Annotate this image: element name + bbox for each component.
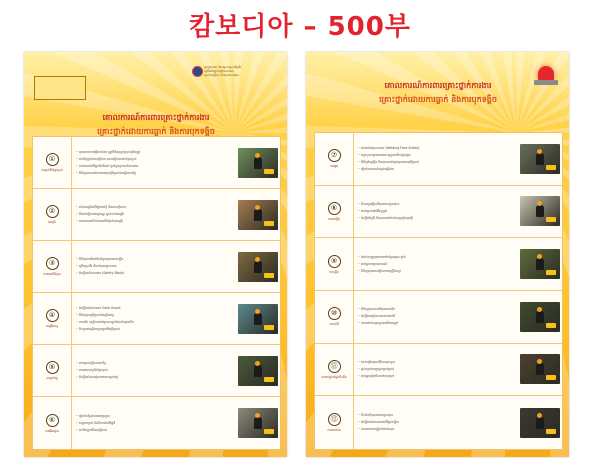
illustration-image xyxy=(238,148,278,178)
illustration-image xyxy=(520,144,560,174)
illustration-cell xyxy=(236,397,280,449)
rule-line: • ដំឡើងជញ្ជាំងការពារការរលំដី xyxy=(358,314,515,319)
rule-line: • រៀបចំឧបករណ៍ពន្លត់អគ្គិភ័យ xyxy=(358,167,515,172)
rule-line: • ដំឡើងរបាំងការពារ (Safety Block) xyxy=(76,271,233,276)
row-number: ⑦ xyxy=(328,149,341,162)
worker-figure-icon xyxy=(536,153,544,165)
row-number-cell xyxy=(33,137,72,188)
row-number: ⑪ xyxy=(328,360,341,373)
rule-line: • រក្សាទុកសម្ភារងាយឆេះឲ្យឆ្ងាយពីកន្លែងផ្សារ xyxy=(358,153,515,158)
rule-line: • ពិនិត្យភាពរឹងមាំនៃដំបូលមុនពេលឡើង xyxy=(76,257,233,262)
worker-figure-icon xyxy=(536,205,544,217)
illustration-cell xyxy=(518,186,562,238)
row-number: ① xyxy=(46,153,59,166)
illustration-image xyxy=(520,302,560,332)
row-label: ការធ្លាក់វត្ថុ xyxy=(46,376,58,380)
rule-line: • ដាក់អ្នកបញ្ជាចរាចរណ៍ xyxy=(358,262,515,267)
rule-line: • វាស់កម្រិតអុកស៊ីសែនមុនចូល xyxy=(358,360,515,365)
illustration-cell xyxy=(236,241,280,292)
rule-line: • បិទចរន្តអគ្គិសនីមុនពេលជួសជុល xyxy=(358,202,515,207)
worker-figure-icon xyxy=(254,313,262,325)
rule-line: • ពិនិត្យមុនប្រើប្រាស់ជណ្ដើរយន្ត xyxy=(76,313,233,318)
table-row xyxy=(315,133,562,186)
organization-text: ក្រសួងការងារ និងបណ្ដុះបណ្ដាលវិជ្ជាជីវៈ កម្មវិធីអភិវឌ្ឍន៍សុវត្ថិភាពការងារ ស្ថាប័នសុវត្ថិភាព និងសុខភាពការងារ xyxy=(204,66,242,77)
rule-line: • ដាក់អ្នកឃ្លាំមើលនៅខាងក្រៅ xyxy=(358,374,515,379)
rule-line: • ពាក់មួកសុវត្ថិភាពជានិច្ច xyxy=(76,361,233,366)
rules-table xyxy=(32,136,281,450)
row-text xyxy=(354,133,518,185)
rule-line: • ពិនិត្យខ្សែភ្លើង និងឧបករណ៍ផ្សារមុនពេលប្រើប្រាស់ xyxy=(358,160,515,165)
row-number: ⑥ xyxy=(46,414,59,427)
table-row xyxy=(33,241,280,293)
rule-line: • ពាក់ស្បែកជើងសុវត្ថិភាព xyxy=(76,428,233,433)
illustration-image xyxy=(238,356,278,386)
illustration-cell xyxy=(518,133,562,185)
illustration-image xyxy=(238,252,278,282)
rule-line: • ហាមជិះ ឬធ្វើការនៅក្រោមបន្ទុកដែលកំពុងលើក xyxy=(76,320,233,325)
row-label: ជណ្ដើរ xyxy=(48,220,56,224)
rule-line: • ហាមបោះវត្ថុពីកន្លែងខ្ពស់ xyxy=(76,368,233,373)
rule-line: • ហាមឈរលើផ្នែកមិនរឹងមាំ ឬកន្លែងគ្មានរបាំងការពារ xyxy=(76,164,233,169)
hazard-icon xyxy=(546,217,556,222)
poster-heading: គោលការណ៍ការពារគ្រោះថ្នាក់ការងារ គ្រោះថ្នាក់ដោយការធ្លាក់ និងការបុកទង្គិច xyxy=(97,113,215,136)
worker-figure-icon xyxy=(536,258,544,270)
hazard-icon xyxy=(264,325,274,330)
row-number-cell xyxy=(33,189,72,240)
row-label: ការរអិលដួល xyxy=(44,428,60,433)
rule-line: • ពិនិត្យឧបករណ៍ការពារមុនប្រើប្រាស់ជារៀងរាល់ថ្ងៃ xyxy=(76,171,233,176)
rule-line: • ពាក់ខ្សែក្រវាត់សុវត្ថិភាព ពេលធ្វើការនៅកន្លែងខ្ពស់ xyxy=(76,157,233,162)
rule-line: • ផ្ដល់ខ្យល់ចេញចូលគ្រប់គ្រាន់ xyxy=(358,367,515,372)
illustration-cell xyxy=(518,238,562,290)
government-seal-icon xyxy=(192,66,203,77)
row-label: ការធ្លាក់ពីកន្លែងខ្ពស់ xyxy=(41,168,63,172)
rule-line: • ពិនិត្យមុនពេលធ្វើចលនាគ្រឿងចក្រ xyxy=(358,269,515,274)
illustration-cell xyxy=(518,396,562,449)
stamp-box xyxy=(34,76,86,100)
rule-line: • មុនពេលចាប់ផ្ដើមការងារ ត្រូវពិនិត្យរន្ទាឲ្យបានត្រឹមត្រូវ xyxy=(76,150,233,155)
table-row xyxy=(33,345,280,397)
worker-figure-icon xyxy=(254,365,262,377)
row-number: ④ xyxy=(46,309,59,322)
row-number-cell xyxy=(33,397,72,449)
row-number-cell xyxy=(315,238,354,290)
row-number: ⑫ xyxy=(328,413,341,426)
row-text xyxy=(354,186,518,238)
row-text xyxy=(72,137,236,188)
row-label: ជណ្ដើរយន្ត xyxy=(45,324,59,328)
row-label: ការងារលើដំបូល xyxy=(42,272,62,276)
rule-line: • ប្រើបន្ទះដើរ និងសំណាញ់ការពារ xyxy=(76,264,233,269)
row-text xyxy=(354,291,518,343)
rule-line: • ដំឡើងរបាំងការពារ Gate Guard xyxy=(76,306,233,311)
row-number-cell xyxy=(33,345,72,396)
rule-line: • រៀបចំកន្លែងការងារឲ្យស្អាត xyxy=(76,414,233,419)
row-number: ⑧ xyxy=(328,202,341,215)
row-number: ⑤ xyxy=(46,361,59,374)
illustration-cell xyxy=(236,293,280,344)
row-number-cell xyxy=(33,293,72,344)
row-label: ការងារក្នុងកន្លែងបិទជិត xyxy=(321,374,347,379)
rule-line: • ដំឡើងសំណាញ់ការពារការធ្លាក់វត្ថុ xyxy=(76,375,233,380)
illustration-image xyxy=(520,249,560,279)
row-number: ⑩ xyxy=(328,307,341,320)
row-label: ការផ្សារ xyxy=(329,164,339,169)
hazard-icon xyxy=(264,273,274,278)
row-text xyxy=(72,293,236,344)
row-number: ⑨ xyxy=(328,255,341,268)
worker-figure-icon xyxy=(254,261,262,273)
poster-left xyxy=(24,52,287,457)
illustration-image xyxy=(520,408,560,438)
rule-line: • បិទម៉ាស៊ីនមុនពេលជួសជុល xyxy=(358,413,515,418)
table-row xyxy=(33,189,280,241)
illustration-cell xyxy=(236,189,280,240)
row-number-cell xyxy=(33,241,72,292)
hazard-icon xyxy=(264,221,274,226)
illustration-image xyxy=(520,196,560,226)
rule-line: • សម្អាតប្រេង និងទឹកនៅលើផ្ទៃដី xyxy=(76,421,233,426)
worker-figure-icon xyxy=(536,417,544,429)
row-label: ការឆក់ភ្លើង xyxy=(327,216,341,221)
worker-figure-icon xyxy=(254,417,262,429)
row-number-cell xyxy=(315,186,354,238)
row-label: ការទង្គិច xyxy=(329,269,339,274)
rule-line: • ហាមដាក់សម្ភារធ្ងន់នៅជិតរណ្ដៅ xyxy=(358,321,515,326)
row-label: ការជាប់គាំង xyxy=(327,428,341,433)
table-row xyxy=(315,291,562,344)
table-row xyxy=(315,344,562,397)
hazard-icon xyxy=(546,429,556,434)
illustration-image xyxy=(520,354,560,384)
row-text xyxy=(354,344,518,396)
rule-line: • ដាក់ជណ្ដើរលើផ្ទៃរាបស្មើ និងមានស្ថិរភាព xyxy=(76,205,233,210)
row-text xyxy=(72,241,236,292)
illustration-image xyxy=(238,304,278,334)
illustration-cell xyxy=(518,344,562,396)
row-number-cell xyxy=(315,133,354,185)
row-text xyxy=(354,396,518,449)
rule-line: • តំឡើងខ្សែដី និងឧបករណ៍កាត់ចរន្តស្វ័យប្រវត្តិ xyxy=(358,216,515,221)
row-text xyxy=(72,189,236,240)
table-row xyxy=(33,397,280,449)
row-number: ③ xyxy=(46,257,59,270)
page-title: 캄보디아 – 500부 xyxy=(189,12,411,42)
hazard-icon xyxy=(264,169,274,174)
poster-right xyxy=(306,52,569,457)
rule-line: • បិទទ្វារជណ្ដើរយន្តបន្ទាប់ពីប្រើប្រាស់ xyxy=(76,327,233,332)
hazard-icon xyxy=(546,165,556,170)
rule-line: • ពាក់របាំងមុខការពារ (Welding Face Shield) xyxy=(358,146,515,151)
rules-table xyxy=(314,132,563,450)
table-row xyxy=(315,238,562,291)
poster-heading: គោលការណ៍ការពារគ្រោះថ្នាក់ការងារ គ្រោះថ្នាក់ដោយការធ្លាក់ និងការបុកទង្គិច xyxy=(379,81,497,104)
row-text xyxy=(72,397,236,449)
illustration-cell xyxy=(518,291,562,343)
illustration-image xyxy=(238,408,278,438)
rule-line: • ពិនិត្យស្ថានភាពដីមុនពេលជីក xyxy=(358,307,515,312)
worker-figure-icon xyxy=(536,311,544,323)
row-number-cell xyxy=(315,344,354,396)
hazard-icon xyxy=(546,270,556,275)
row-text xyxy=(72,345,236,396)
worker-figure-icon xyxy=(254,157,262,169)
hazard-icon xyxy=(264,377,274,382)
hazard-icon xyxy=(546,375,556,380)
table-row xyxy=(33,137,280,189)
table-row xyxy=(33,293,280,345)
rule-line: • ហាមពាក់សម្លៀកបំពាក់រលុង xyxy=(358,427,515,432)
row-number-cell xyxy=(315,291,354,343)
table-row xyxy=(315,186,562,239)
row-label: ការរលំដី xyxy=(329,322,339,327)
worker-figure-icon xyxy=(254,209,262,221)
row-number: ② xyxy=(46,205,59,218)
row-number-cell xyxy=(315,396,354,449)
rule-line: • បំពាក់សញ្ញាព្រមាននៅកន្លែងគ្រោះថ្នាក់ xyxy=(358,255,515,260)
hazard-icon xyxy=(546,323,556,328)
illustration-image xyxy=(238,200,278,230)
rule-line: • ពីរនាក់ធ្វើការជាមួយគ្នា ម្នាក់កាន់ជណ្ដើរ xyxy=(76,212,233,217)
illustration-cell xyxy=(236,137,280,188)
hazard-icon xyxy=(264,429,274,434)
rule-line: • ពាក់ស្រោមដៃអ៊ីសូឡង់ xyxy=(358,209,515,214)
rule-line: • ដំឡើងរបាំងការពារលើផ្នែកបង្វិល xyxy=(358,420,515,425)
illustration-cell xyxy=(236,345,280,396)
rule-line: • ហាមឈរលើកាំខាងលើបំផុតនៃជណ្ដើរ xyxy=(76,219,233,224)
worker-figure-icon xyxy=(536,363,544,375)
row-text xyxy=(354,238,518,290)
table-row xyxy=(315,396,562,449)
